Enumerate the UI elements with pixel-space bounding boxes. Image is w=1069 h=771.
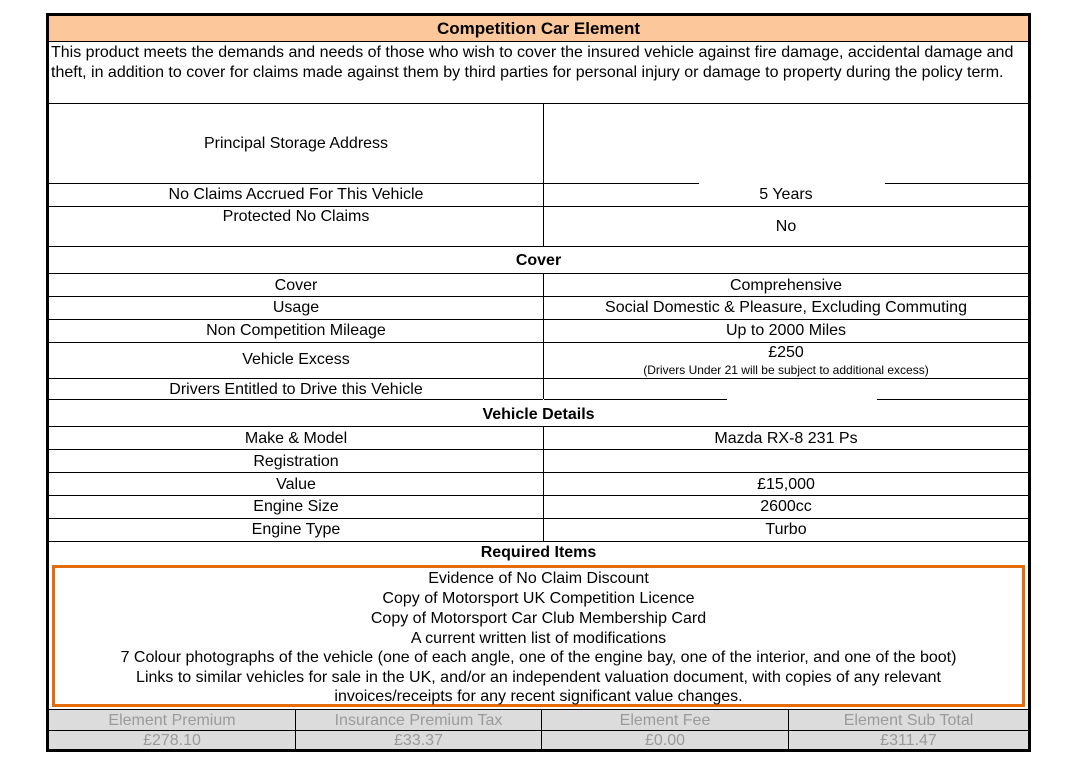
required-items-heading: Required Items xyxy=(480,544,597,561)
vehicle-details-heading: Vehicle Details xyxy=(482,406,595,423)
required-items-box xyxy=(52,565,1025,707)
product-description: This product meets the demands and needs of those who wish to cover the insured vehicle against fire damage, accidental damage and theft, in addition to cover for claims made against them by third parties for personal injury or damage to property during the policy term. xyxy=(51,44,1014,81)
mileage-value: Up to 2000 Miles xyxy=(725,322,847,339)
divider xyxy=(49,426,1028,427)
storage-address-label: Principal Storage Address xyxy=(203,135,389,152)
excess-label: Vehicle Excess xyxy=(242,351,350,368)
divider xyxy=(49,319,1028,320)
engine-type-value: Turbo xyxy=(765,521,807,538)
insurance-premium-tax-header: Insurance Premium Tax xyxy=(334,712,503,729)
competition-car-element-form xyxy=(46,13,1031,752)
element-premium-header: Element Premium xyxy=(108,712,236,729)
cover-label: Cover xyxy=(274,277,318,294)
make-model-label: Make & Model xyxy=(244,430,348,447)
divider xyxy=(49,730,1028,731)
value-value: £15,000 xyxy=(757,476,815,493)
required-item: invoices/receipts for any recent significant value changes. xyxy=(334,688,743,705)
excess-value: £250 xyxy=(768,344,804,361)
divider xyxy=(49,183,543,184)
make-model-value: Mazda RX-8 231 Ps xyxy=(714,430,858,447)
excess-note: (Drivers Under 21 will be subject to additional excess) xyxy=(643,363,929,377)
registration-label: Registration xyxy=(253,453,339,470)
element-fee-value: £0.00 xyxy=(644,732,686,749)
required-item: A current written list of modifications xyxy=(410,630,667,647)
element-fee-header: Element Fee xyxy=(619,712,711,729)
divider xyxy=(49,472,1028,473)
engine-size-label: Engine Size xyxy=(253,498,339,515)
divider xyxy=(49,246,1028,247)
form-title: Competition Car Element xyxy=(49,16,1028,42)
value-label: Value xyxy=(276,476,316,493)
element-premium-value: £278.10 xyxy=(143,732,201,749)
protected-no-claims-label: Protected No Claims xyxy=(222,208,370,225)
divider xyxy=(544,399,727,400)
insurance-premium-tax-value: £33.37 xyxy=(394,732,443,749)
no-claims-value: 5 Years xyxy=(759,186,813,203)
engine-type-label: Engine Type xyxy=(251,521,341,538)
usage-label: Usage xyxy=(272,299,320,316)
divider xyxy=(544,183,699,184)
divider xyxy=(877,399,1028,400)
cover-value: Comprehensive xyxy=(729,277,843,294)
divider xyxy=(49,342,1028,343)
required-item: 7 Colour photographs of the vehicle (one of each angle, one of the engine bay, one of the interior, and one of the boot) xyxy=(120,649,957,666)
divider xyxy=(49,273,1028,274)
element-sub-total-header: Element Sub Total xyxy=(843,712,974,729)
divider xyxy=(885,183,1028,184)
element-sub-total-value: £311.47 xyxy=(880,732,937,749)
required-item: Evidence of No Claim Discount xyxy=(428,570,649,587)
required-item: Links to similar vehicles for sale in the UK, and/or an independent valuation document, with copies of any relevant xyxy=(136,669,941,686)
protected-no-claims-value: No xyxy=(775,218,797,235)
divider xyxy=(49,541,1028,542)
mileage-label: Non Competition Mileage xyxy=(206,322,386,339)
drivers-label: Drivers Entitled to Drive this Vehicle xyxy=(169,381,423,398)
divider xyxy=(49,399,543,400)
engine-size-value: 2600cc xyxy=(760,498,812,515)
no-claims-label: No Claims Accrued For This Vehicle xyxy=(168,186,424,203)
usage-value: Social Domestic & Pleasure, Excluding Commuting xyxy=(605,299,967,316)
required-item: Copy of Motorsport Car Club Membership Card xyxy=(370,610,707,627)
divider xyxy=(49,449,1028,450)
divider xyxy=(49,206,1028,207)
divider xyxy=(49,495,1028,496)
divider xyxy=(49,296,1028,297)
premium-summary-table xyxy=(49,709,1028,749)
required-item: Copy of Motorsport UK Competition Licence xyxy=(382,590,695,607)
divider xyxy=(49,378,1028,379)
divider xyxy=(49,103,1028,104)
divider xyxy=(49,518,1028,519)
cover-heading: Cover xyxy=(515,252,562,269)
